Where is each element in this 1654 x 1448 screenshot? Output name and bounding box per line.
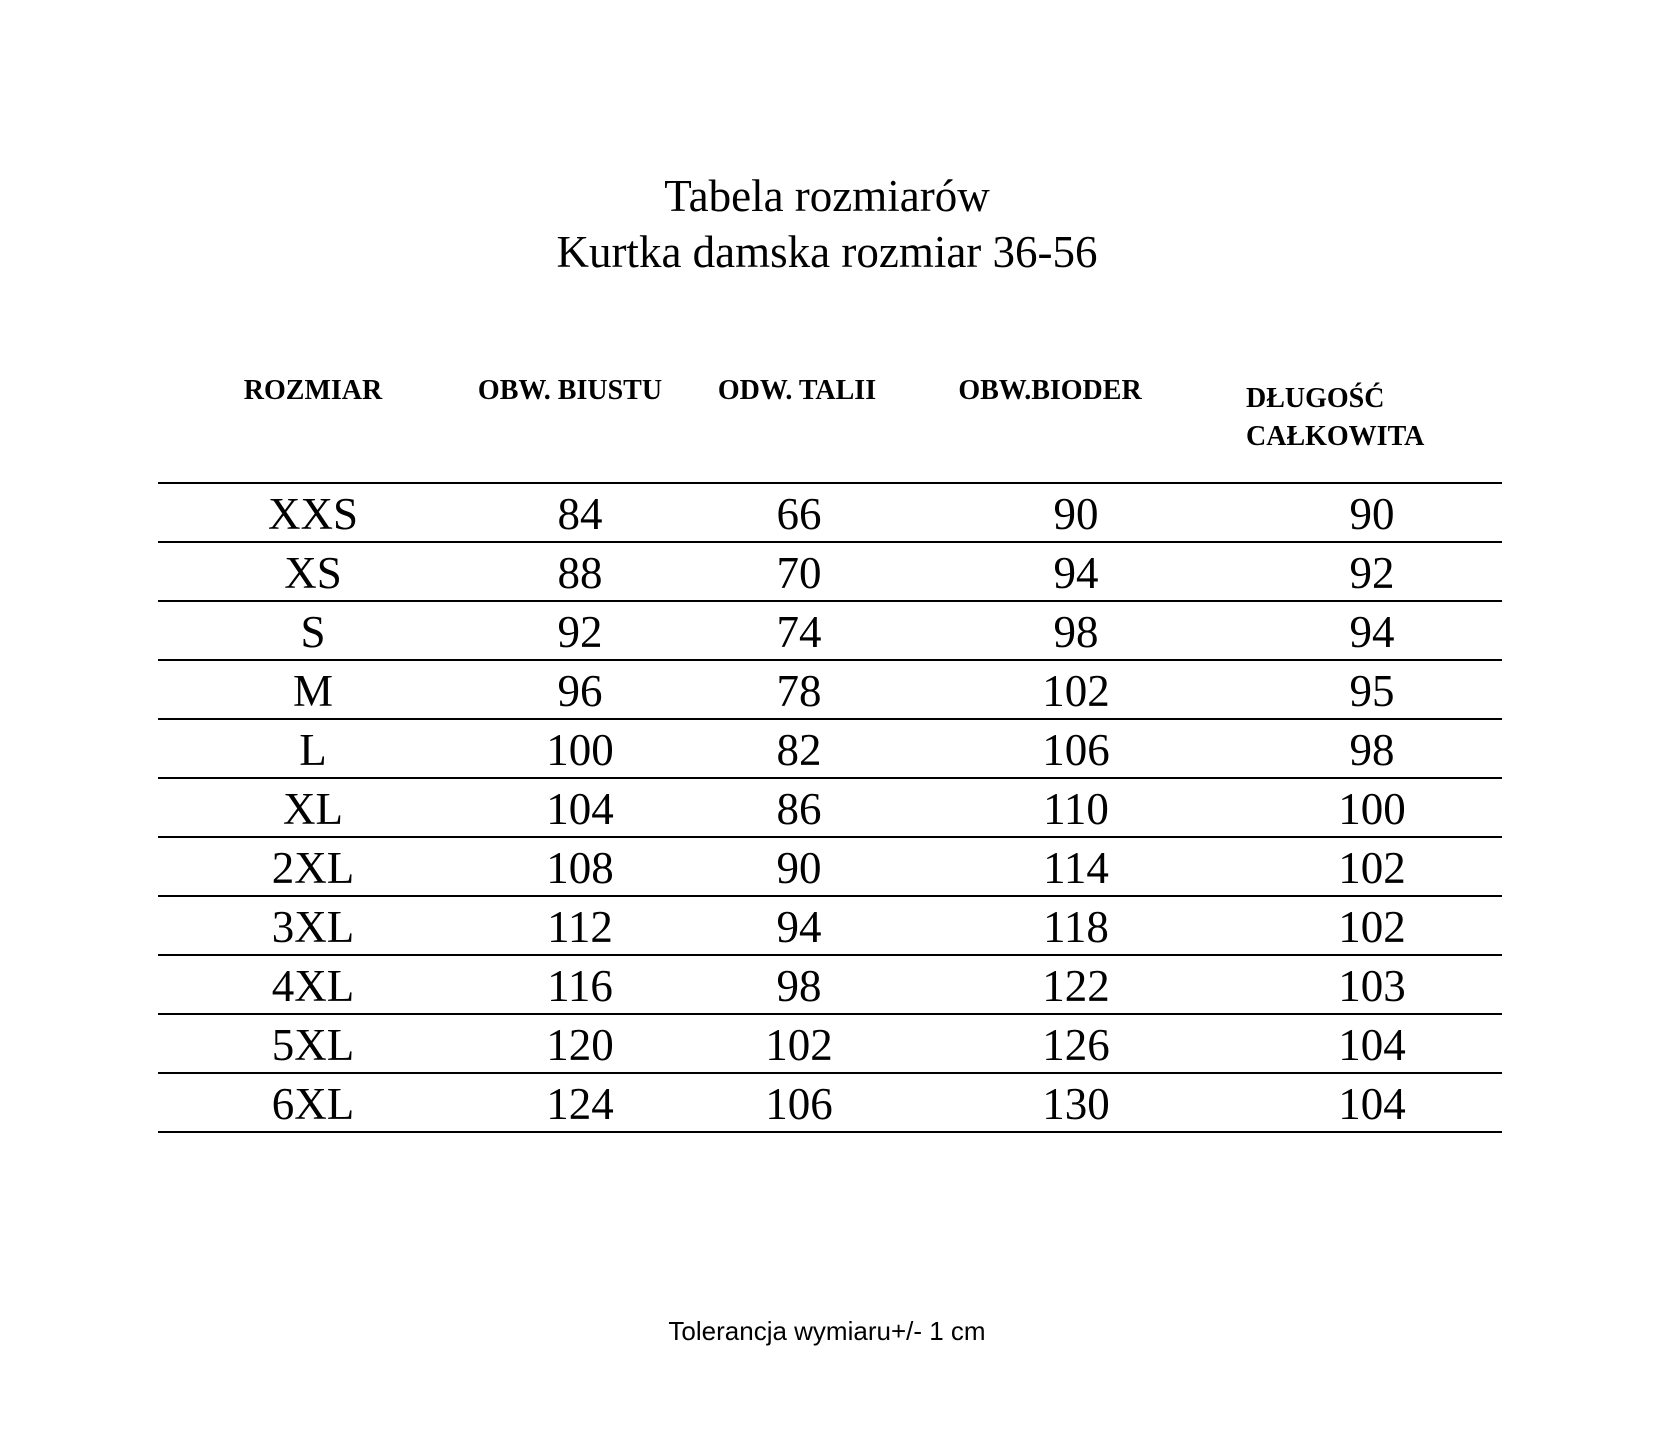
cell-dlugosc: 102 — [1338, 902, 1406, 952]
cell-rozmiar: 5XL — [271, 1020, 355, 1070]
cell-obw-biustu: 88 — [557, 548, 603, 598]
cell-obw-biustu: 116 — [547, 961, 613, 1011]
table-row — [158, 1013, 1502, 1072]
cell-odw-talii: 86 — [776, 784, 822, 834]
cell-rozmiar: XL — [283, 784, 343, 834]
cell-rozmiar: 6XL — [271, 1079, 355, 1129]
size-table — [158, 482, 1502, 1133]
header-dlugosc-line1: DŁUGOŚĆ — [1246, 383, 1385, 414]
cell-dlugosc: 104 — [1338, 1079, 1406, 1129]
page-title: Tabela rozmiarów — [664, 171, 990, 221]
cell-rozmiar: 3XL — [271, 902, 355, 952]
cell-dlugosc: 94 — [1349, 607, 1395, 657]
table-row — [158, 482, 1502, 541]
cell-rozmiar: 2XL — [271, 843, 355, 893]
header-dlugosc-line2: CAŁKOWITA — [1246, 421, 1425, 452]
cell-rozmiar: XS — [284, 548, 342, 598]
cell-obw-biustu: 92 — [557, 607, 603, 657]
cell-dlugosc: 98 — [1349, 725, 1395, 775]
cell-dlugosc: 100 — [1338, 784, 1406, 834]
table-row — [158, 1072, 1502, 1133]
cell-odw-talii: 74 — [776, 607, 822, 657]
cell-rozmiar: L — [299, 725, 327, 775]
cell-obw-bioder: 110 — [1043, 784, 1109, 834]
cell-obw-bioder: 118 — [1043, 902, 1109, 952]
header-rozmiar: ROZMIAR — [243, 375, 383, 406]
cell-dlugosc: 103 — [1338, 961, 1406, 1011]
cell-obw-biustu: 96 — [557, 666, 603, 716]
cell-odw-talii: 70 — [776, 548, 822, 598]
header-obw-bioder: OBW.BIODER — [958, 375, 1142, 406]
cell-odw-talii: 82 — [776, 725, 822, 775]
title-block — [0, 168, 1654, 280]
cell-obw-bioder: 106 — [1042, 725, 1110, 775]
table-row — [158, 659, 1502, 718]
cell-odw-talii: 94 — [776, 902, 822, 952]
cell-dlugosc: 92 — [1349, 548, 1395, 598]
cell-rozmiar: XXS — [267, 489, 359, 539]
cell-dlugosc: 95 — [1349, 666, 1395, 716]
cell-odw-talii: 90 — [776, 843, 822, 893]
cell-obw-bioder: 114 — [1043, 843, 1109, 893]
cell-odw-talii: 106 — [765, 1079, 833, 1129]
cell-obw-bioder: 94 — [1053, 548, 1099, 598]
cell-odw-talii: 102 — [765, 1020, 833, 1070]
cell-rozmiar: S — [300, 607, 326, 657]
page-subtitle: Kurtka damska rozmiar 36-56 — [556, 227, 1098, 277]
cell-obw-bioder: 126 — [1042, 1020, 1110, 1070]
cell-obw-bioder: 122 — [1042, 961, 1110, 1011]
table-row — [158, 718, 1502, 777]
table-row — [158, 600, 1502, 659]
cell-obw-biustu: 104 — [546, 784, 614, 834]
cell-dlugosc: 90 — [1349, 489, 1395, 539]
table-row — [158, 777, 1502, 836]
tolerance-note: Tolerancja wymiaru+/- 1 cm — [668, 1316, 986, 1346]
cell-obw-biustu: 84 — [557, 489, 603, 539]
cell-dlugosc: 102 — [1338, 843, 1406, 893]
cell-odw-talii: 78 — [776, 666, 822, 716]
cell-obw-biustu: 124 — [546, 1079, 614, 1129]
header-obw-biustu: OBW. BIUSTU — [477, 375, 663, 406]
cell-dlugosc: 104 — [1338, 1020, 1406, 1070]
cell-rozmiar: M — [292, 666, 334, 716]
cell-obw-bioder: 90 — [1053, 489, 1099, 539]
cell-obw-bioder: 102 — [1042, 666, 1110, 716]
cell-odw-talii: 66 — [776, 489, 822, 539]
cell-odw-talii: 98 — [776, 961, 822, 1011]
cell-obw-biustu: 100 — [546, 725, 614, 775]
cell-obw-biustu: 112 — [547, 902, 613, 952]
table-row — [158, 541, 1502, 600]
table-row — [158, 954, 1502, 1013]
cell-obw-biustu: 108 — [546, 843, 614, 893]
header-dlugosc-calkowita — [1246, 380, 1424, 456]
header-odw-talii: ODW. TALII — [717, 375, 877, 406]
cell-obw-bioder: 98 — [1053, 607, 1099, 657]
cell-obw-biustu: 120 — [546, 1020, 614, 1070]
table-row — [158, 836, 1502, 895]
cell-obw-bioder: 130 — [1042, 1079, 1110, 1129]
cell-rozmiar: 4XL — [271, 961, 355, 1011]
table-row — [158, 895, 1502, 954]
